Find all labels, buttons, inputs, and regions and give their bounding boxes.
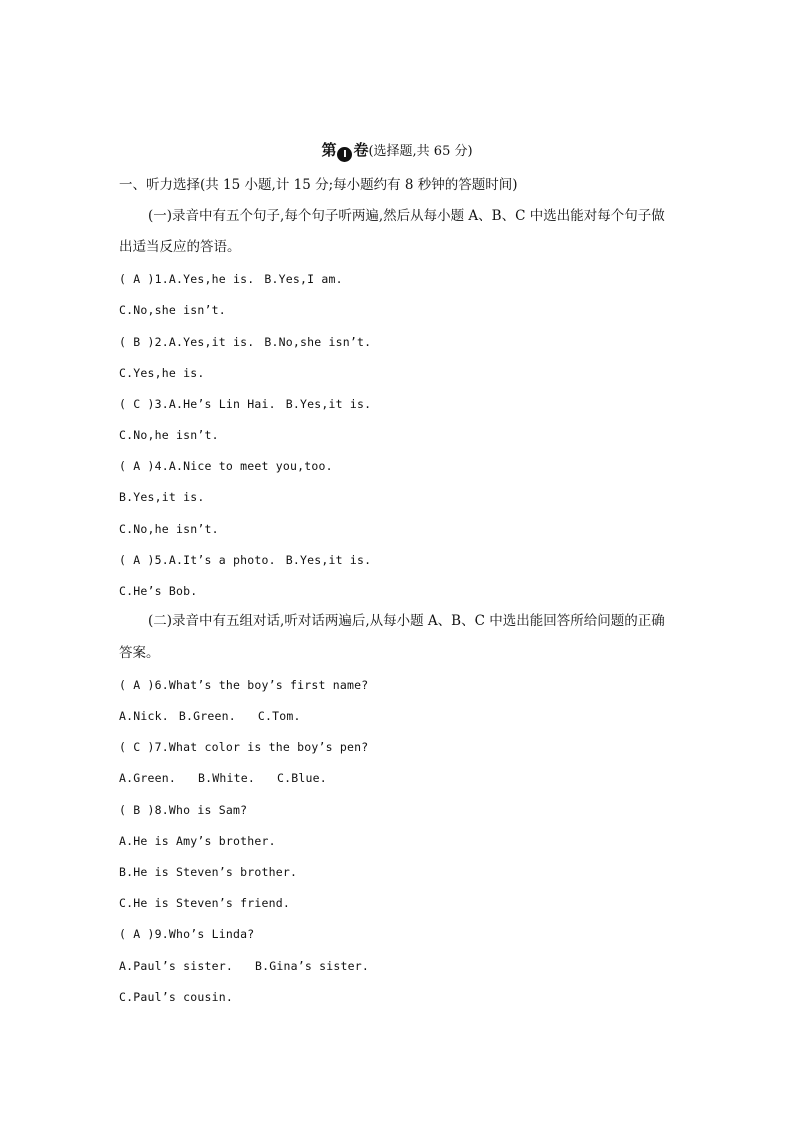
question-9-option-b: B.Gina’s sister. <box>254 959 369 973</box>
question-6-options <box>119 707 689 725</box>
question-5-stem: ( A )5.A.It’s a photo. <box>119 553 276 567</box>
question-8-option-a: A.He is Amy’s brother. <box>119 834 276 848</box>
question-4-stem: ( A )4.A.Nice to meet you,too. <box>119 459 333 473</box>
question-8-option-b: B.He is Steven’s brother. <box>119 865 298 879</box>
question-1-stem: ( A )1.A.Yes,he is. <box>119 272 255 286</box>
question-1-option-b: B.Yes,I am. <box>264 272 343 286</box>
question-5-option-b: B.Yes,it is. <box>285 553 372 567</box>
question-7-stem: ( C )7.What color is the boy’s pen? <box>119 740 369 754</box>
question-3-stem: ( C )3.A.He’s Lin Hai. <box>119 397 276 411</box>
part1-instruction-line1: (一)录音中有五个句子,每个句子听两遍,然后从每小题 A、B、C 中选出能对每个句子做 <box>148 208 665 224</box>
question-7-option-a: A.Green. <box>119 771 176 785</box>
question-6-option-c: C.Tom. <box>257 709 301 723</box>
part2-instruction-line2: 答案。 <box>119 645 160 661</box>
question-7-option-b: B.White. <box>198 771 255 785</box>
question-4-option-b: B.Yes,it is. <box>119 490 205 504</box>
question-2-stem: ( B )2.A.Yes,it is. <box>119 335 255 349</box>
roman-numeral-badge: Ⅰ <box>337 147 352 162</box>
question-9-option-c: C.Paul’s cousin. <box>119 990 233 1004</box>
question-3-option-b: B.Yes,it is. <box>285 397 372 411</box>
part2-instruction-line1: (二)录音中有五组对话,听对话两遍后,从每小题 A、B、C 中选出能回答所给问题的正确 <box>148 613 665 629</box>
question-1-option-c: C.No,she isn’t. <box>119 303 226 317</box>
question-4-option-c: C.No,he isn’t. <box>119 522 219 536</box>
question-9-stem: ( A )9.Who’s Linda? <box>119 927 255 941</box>
part1-instruction-line2: 出适当反应的答语。 <box>119 239 241 255</box>
question-5 <box>119 551 689 569</box>
question-8-stem: ( B )8.Who is Sam? <box>119 803 248 817</box>
question-2-option-c: C.Yes,he is. <box>119 366 205 380</box>
question-8-option-c: C.He is Steven’s friend. <box>119 896 290 910</box>
question-6-option-a: A.Nick. <box>119 709 169 723</box>
question-7-options <box>119 769 689 787</box>
question-7-option-c: C.Blue. <box>277 771 327 785</box>
question-6-option-b: B.Green. <box>178 709 236 723</box>
title-prefix: 第 <box>321 141 337 159</box>
section-heading: 一、听力选择(共 15 小题,计 15 分;每小题约有 8 秒钟的答题时间) <box>119 177 518 193</box>
title-suffix: 卷 <box>353 141 369 159</box>
question-9-option-a: A.Paul’s sister. <box>119 959 233 973</box>
question-2 <box>119 333 689 351</box>
question-9-options <box>119 957 689 975</box>
title-subtitle: (选择题,共 65 分) <box>368 144 473 159</box>
question-3 <box>119 395 689 413</box>
question-1 <box>119 270 689 288</box>
question-2-option-b: B.No,she isn’t. <box>264 335 372 349</box>
paper-title <box>0 140 794 162</box>
question-3-option-c: C.No,he isn’t. <box>119 428 219 442</box>
question-6-stem: ( A )6.What’s the boy’s first name? <box>119 678 369 692</box>
question-5-option-c: C.He’s Bob. <box>119 584 198 598</box>
